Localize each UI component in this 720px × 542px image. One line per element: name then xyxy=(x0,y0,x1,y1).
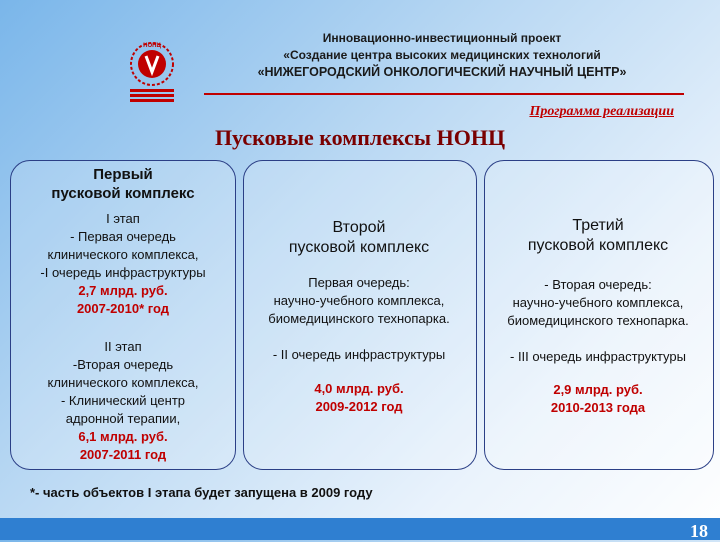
complex-2-title-line-1: Второй xyxy=(332,219,386,236)
stage-2-line: -Вторая очередь xyxy=(72,357,174,372)
complex-1-title xyxy=(12,165,234,203)
stage-2-cost: 6,1 млрд. руб. xyxy=(78,429,168,444)
complex-3-title-line-2: пусковой комплекс xyxy=(527,237,669,254)
stage-1-line: клинического комплекса, xyxy=(47,247,199,262)
complex-3-desc-line: - Вторая очередь: xyxy=(544,277,652,292)
complex-2-title-line-2: пусковой комплекс xyxy=(288,239,430,256)
complex-2-title xyxy=(243,218,475,258)
complex-2-desc-line: биомедицинского технопарка. xyxy=(268,311,450,326)
complex-3-infra: - III очередь инфраструктуры xyxy=(510,349,686,364)
complex-3-funding xyxy=(484,381,712,417)
page-number: 18 xyxy=(690,521,708,541)
header-line-1: Инновационно-инвестиционный проект xyxy=(322,31,562,45)
complex-2-infra: - II очередь инфраструктуры xyxy=(272,347,446,362)
complex-3-desc-line: биомедицинского технопарка. xyxy=(507,313,689,328)
complex-2-cost: 4,0 млрд. руб. xyxy=(314,381,404,396)
stage-2-line: - Клинический центр xyxy=(60,393,186,408)
complex-2-desc-line: Первая очередь: xyxy=(308,275,410,290)
stage-1-line: -I очередь инфраструктуры xyxy=(40,265,206,280)
complex-3-description xyxy=(484,276,712,330)
complex-2-funding xyxy=(243,380,475,416)
stage-1-block xyxy=(12,210,234,318)
stage-1-period: 2007-2010* год xyxy=(76,301,170,316)
complex-1-title-line-1: Первый xyxy=(93,166,153,183)
complex-2-desc-line: научно-учебного комплекса, xyxy=(273,293,445,308)
complex-1-title-line-2: пусковой комплекс xyxy=(51,185,195,202)
stage-2-block xyxy=(12,338,234,464)
complex-3-title xyxy=(484,216,712,256)
header-line-2: «Создание центра высоких медицинских технологий xyxy=(283,48,601,62)
svg-text:НОНЦ: НОНЦ xyxy=(143,43,161,49)
header-divider xyxy=(204,93,684,95)
stage-1-cost: 2,7 млрд. руб. xyxy=(78,283,168,298)
stage-2-line: адронной терапии, xyxy=(65,411,181,426)
bottom-bar xyxy=(0,518,720,540)
stage-2-label: II этап xyxy=(104,339,142,354)
nonc-logo xyxy=(118,38,186,106)
complex-3-title-line-1: Третий xyxy=(572,217,624,234)
complex-3-period: 2010-2013 года xyxy=(550,400,646,415)
program-label: Программа реализации xyxy=(529,104,674,119)
project-header xyxy=(200,30,684,81)
complex-3-desc-line: научно-учебного комплекса, xyxy=(512,295,684,310)
stage-2-line: клинического комплекса, xyxy=(47,375,199,390)
slide-title: Пусковые комплексы НОНЦ xyxy=(214,125,506,150)
complex-2-period: 2009-2012 год xyxy=(315,399,403,414)
footnote: *- часть объектов I этапа будет запущена в 2009 году xyxy=(30,485,373,500)
complex-2-description xyxy=(243,274,475,328)
stage-1-label: I этап xyxy=(106,211,140,226)
header-line-3: «НИЖЕГОРОДСКИЙ ОНКОЛОГИЧЕСКИЙ НАУЧНЫЙ ЦЕНТР» xyxy=(257,65,627,79)
stage-2-period: 2007-2011 год xyxy=(79,447,167,462)
complex-3-cost: 2,9 млрд. руб. xyxy=(553,382,643,397)
stage-1-line: - Первая очередь xyxy=(70,229,176,244)
